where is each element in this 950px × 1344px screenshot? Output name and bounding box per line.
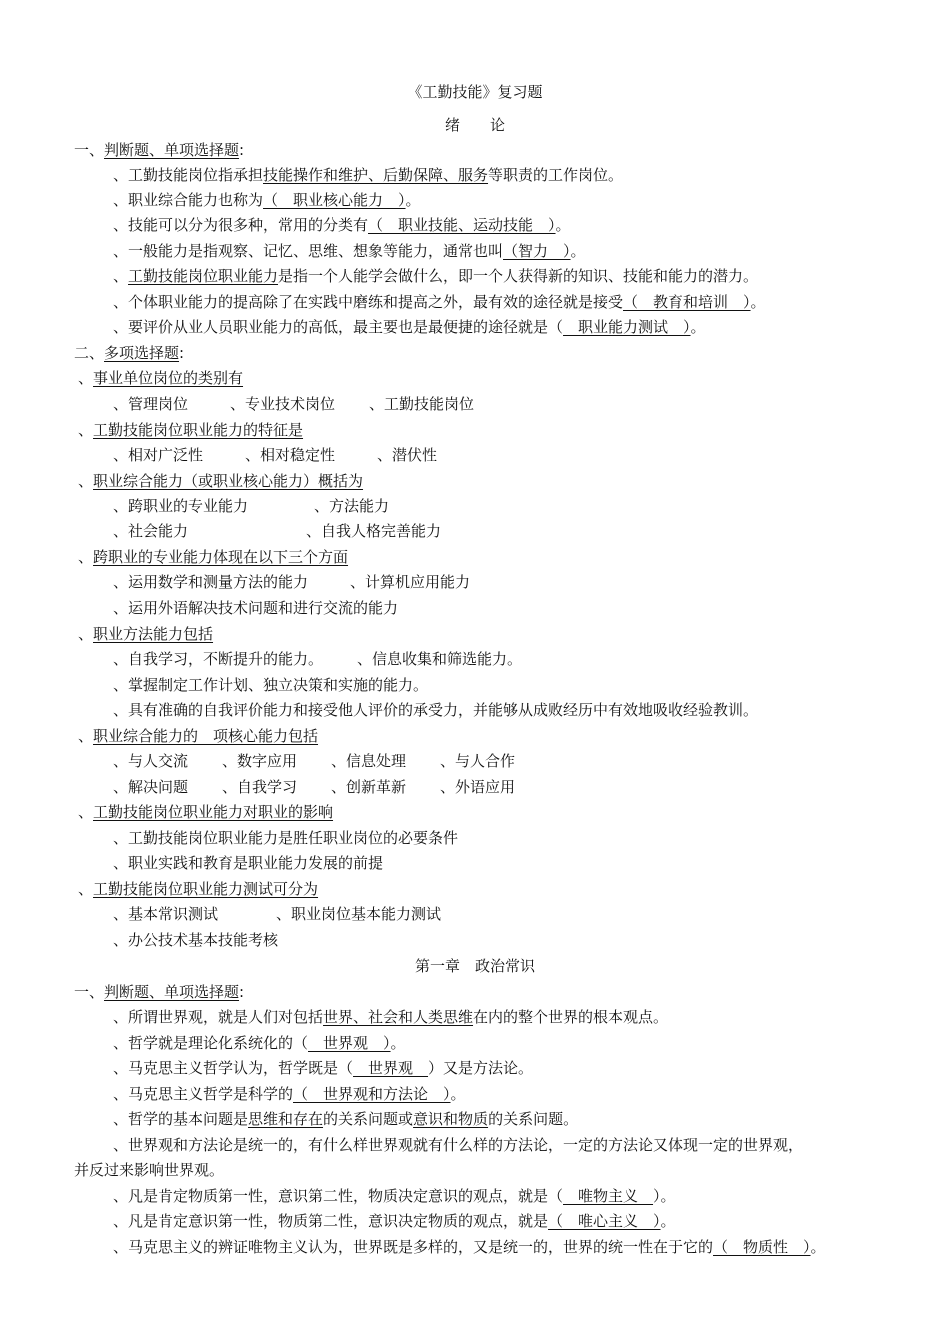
section-heading-multiple: 二、多项选择题:: [74, 344, 185, 362]
question-ch1-2: 、哲学就是理论化系统化的（ 世界观 ）。: [113, 1034, 406, 1052]
question-ch1-9: 、马克思主义的辨证唯物主义认为，世界既是多样的，又是统一的，世界的统一性在于它的（ 物质性 ）。: [113, 1238, 826, 1256]
option-list: 、社会能力 、自我人格完善能力: [113, 522, 442, 540]
question-1: 、工勤技能岗位指承担技能操作和维护、后勤保障、服务等职责的工作岗位。: [113, 166, 624, 184]
question-ch1-1: 、所谓世界观，就是人们对包括世界、社会和人类思维在内的整个世界的根本观点。: [113, 1008, 669, 1026]
option-list: 、与人交流 、数字应用 、信息处理 、与人合作: [113, 752, 516, 770]
question-ch1-4: 、马克思主义哲学是科学的（ 世界观和方法论 ）。: [113, 1085, 466, 1103]
option-list: 、运用外语解决技术问题和进行交流的能力: [113, 599, 399, 617]
section-heading-judgment-ch1: 一、判断题、单项选择题:: [74, 983, 245, 1001]
question-3: 、技能可以分为很多种，常用的分类有（ 职业技能、运动技能 ）。: [113, 216, 571, 234]
multi-question-5: 、职业方法能力包括: [78, 625, 214, 643]
option-item: 、职业实践和教育是职业能力发展的前提: [113, 854, 384, 872]
question-ch1-6: 、世界观和方法论是统一的，有什么样世界观就有什么样的方法论，一定的方法论又体现一定的世界观，: [113, 1136, 804, 1154]
section-heading-judgment: 一、判断题、单项选择题:: [74, 141, 245, 159]
question-4: 、一般能力是指观察、记忆、思维、想象等能力，通常也叫（智力 ）。: [113, 242, 586, 260]
multi-question-3: 、职业综合能力（或职业核心能力）概括为: [78, 472, 364, 490]
question-7: 、要评价从业人员职业能力的高低，最主要也是最便捷的途径就是（ 职业能力测试 ）。: [113, 318, 706, 336]
option-item: 、办公技术基本技能考核: [113, 931, 279, 949]
question-2: 、职业综合能力也称为（ 职业核心能力 ）。: [113, 191, 421, 209]
multi-question-2: 、工勤技能岗位职业能力的特征是: [78, 421, 304, 439]
question-6: 、个体职业能力的提高除了在实践中磨练和提高之外，最有效的途径就是接受（ 教育和培训 ）。: [113, 293, 766, 311]
option-list: 、管理岗位 、专业技术岗位 、工勤技能岗位: [113, 395, 475, 413]
question-5: 、工勤技能岗位职业能力是指一个人能学会做什么，即一个人获得新的知识、技能和能力的潜力。: [113, 267, 759, 285]
option-item: 、工勤技能岗位职业能力是胜任职业岗位的必要条件: [113, 829, 459, 847]
multi-question-4: 、跨职业的专业能力体现在以下三个方面: [78, 548, 349, 566]
multi-question-6: 、职业综合能力的 项核心能力包括: [78, 727, 319, 745]
intro-heading: 绪 论: [444, 116, 505, 134]
question-ch1-8: 、凡是肯定意识第一性，物质第二性，意识决定物质的观点，就是（ 唯心主义 ）。: [113, 1212, 676, 1230]
option-item: 、掌握制定工作计划、独立决策和实施的能力。: [113, 676, 429, 694]
chapter-heading: 第一章 政治常识: [414, 957, 535, 975]
option-item: 、具有准确的自我评价能力和接受他人评价的承受力，并能够从成败经历中有效地吸收经验教训。: [113, 701, 759, 719]
option-list: 、基本常识测试 、职业岗位基本能力测试: [113, 905, 442, 923]
multi-question-7: 、工勤技能岗位职业能力对职业的影响: [78, 803, 334, 821]
question-ch1-5: 、哲学的基本问题是思维和存在的关系问题或意识和物质的关系问题。: [113, 1110, 579, 1128]
option-list: 、跨职业的专业能力 、方法能力: [113, 497, 390, 515]
option-list: 、运用数学和测量方法的能力 、计算机应用能力: [113, 573, 471, 591]
question-ch1-3: 、马克思主义哲学认为，哲学既是（ 世界观 ）又是方法论。: [113, 1059, 534, 1077]
multi-question-1: 、事业单位岗位的类别有: [78, 369, 244, 387]
question-ch1-6-cont: 并反过来影响世界观。: [74, 1161, 225, 1179]
question-ch1-7: 、凡是肯定物质第一性，意识第二性，物质决定意识的观点，就是（ 唯物主义 ）。: [113, 1187, 676, 1205]
option-list: 、解决问题 、自我学习 、创新革新 、外语应用: [113, 778, 516, 796]
document-title: 《工勤技能》复习题: [407, 83, 543, 101]
option-list: 、自我学习，不断提升的能力。 、信息收集和筛选能力。: [113, 650, 523, 668]
option-list: 、相对广泛性 、相对稳定性 、潜伏性: [113, 446, 438, 464]
multi-question-8: 、工勤技能岗位职业能力测试可分为: [78, 880, 319, 898]
